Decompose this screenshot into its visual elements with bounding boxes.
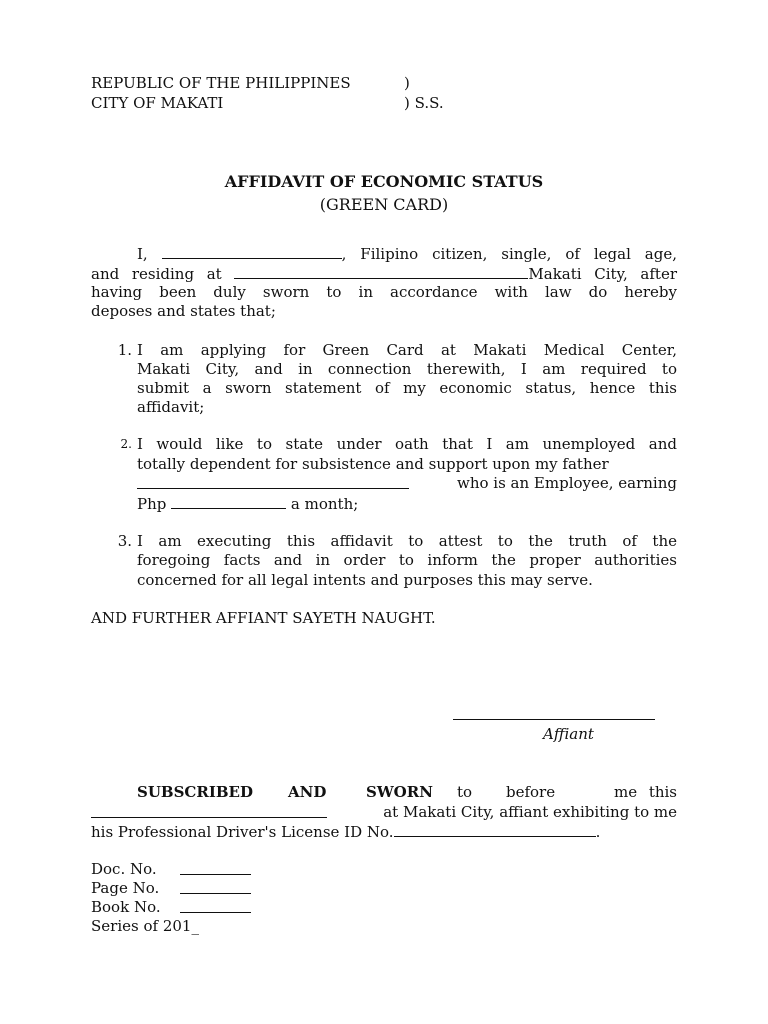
a-month-text: a month; xyxy=(290,495,359,513)
jurat-makati-text: at Makati City, affiant exhibiting to me xyxy=(383,803,677,821)
address-blank xyxy=(234,264,528,279)
item-1-line-3: submit a sworn statement of my economic status, hence this xyxy=(137,379,677,397)
item-3-line-3: concerned for all legal intents and purposes this may serve. xyxy=(137,571,593,589)
venue-city: CITY OF MAKATI xyxy=(91,94,224,112)
jurat-sworn: SWORN xyxy=(366,783,433,801)
venue-line-republic xyxy=(91,74,410,92)
item-1-number: 1. xyxy=(117,341,132,359)
father-name-blank xyxy=(137,474,409,489)
jurat-this: this xyxy=(648,783,677,801)
item-1-line-2: Makati City, and in connection therewith, I am required to xyxy=(137,360,677,378)
name-blank xyxy=(162,244,342,259)
venue-paren-1: ) xyxy=(404,74,410,92)
intro-residing: and residing at xyxy=(91,265,222,283)
document-subtitle: (GREEN CARD) xyxy=(319,195,449,214)
jurat-line-1 xyxy=(137,783,677,802)
item-2-number: 2. xyxy=(120,437,132,451)
book-no-label: Book No. xyxy=(91,898,161,916)
venue-republic: REPUBLIC OF THE PHILIPPINES xyxy=(91,74,351,92)
jurat-line-3 xyxy=(91,822,600,841)
license-id-blank xyxy=(394,822,596,837)
item-2-line-2: totally dependent for subsistence and support upon my father xyxy=(137,455,609,473)
closing-statement: AND FURTHER AFFIANT SAYETH NAUGHT. xyxy=(91,609,436,627)
page-no-label: Page No. xyxy=(91,879,160,897)
intro-makati-after: Makati City, after xyxy=(528,265,677,283)
intro-line-2 xyxy=(91,264,677,283)
doc-no-label: Doc. No. xyxy=(91,860,157,878)
item-3-line-2: foregoing facts and in order to inform the proper authorities xyxy=(137,551,677,569)
venue-paren-ss: ) S.S. xyxy=(404,94,444,112)
affiant-signature-line xyxy=(453,719,655,720)
item-3-line-1: I am executing this affidavit to attest to the truth of the xyxy=(137,532,677,550)
item-1-line-4: affidavit; xyxy=(137,398,205,416)
intro-line-1 xyxy=(137,244,677,263)
intro-citizen-text: , Filipino citizen, single, of legal age, xyxy=(341,245,677,263)
jurat-to: to xyxy=(457,783,473,801)
jurat-and: AND xyxy=(288,783,327,801)
php-label: Php xyxy=(137,495,167,513)
jurat-date-blank xyxy=(91,803,327,818)
item-3-number: 3. xyxy=(117,532,132,550)
item-1-line-1: I am applying for Green Card at Makati Medical Center, xyxy=(137,341,677,359)
jurat-before: before xyxy=(506,783,556,801)
intro-i: I, xyxy=(137,245,148,263)
page-no-blank xyxy=(180,879,251,894)
venue-line-city xyxy=(91,94,444,112)
jurat-line-2 xyxy=(91,803,677,822)
series-label: Series of 201_ xyxy=(91,917,199,935)
item-2-line-3 xyxy=(137,474,677,493)
jurat-license-text: his Professional Driver's License ID No. xyxy=(91,823,394,841)
book-no-blank xyxy=(180,898,251,913)
item-2-line-4 xyxy=(137,494,358,513)
intro-line-4: deposes and states that; xyxy=(91,302,276,320)
item-2-line-1: I would like to state under oath that I am unemployed and xyxy=(137,435,677,453)
jurat-subscribed: SUBSCRIBED xyxy=(137,783,253,801)
earning-blank xyxy=(171,494,286,509)
jurat-period: . xyxy=(595,823,601,841)
jurat-me: me xyxy=(614,783,638,801)
document-title: AFFIDAVIT OF ECONOMIC STATUS xyxy=(224,172,544,191)
item-2-employee-text: who is an Employee, earning xyxy=(456,474,677,492)
doc-no-blank xyxy=(180,860,251,875)
affiant-label: Affiant xyxy=(543,725,594,743)
intro-line-3: having been duly sworn to in accordance with law do hereby xyxy=(91,283,677,301)
